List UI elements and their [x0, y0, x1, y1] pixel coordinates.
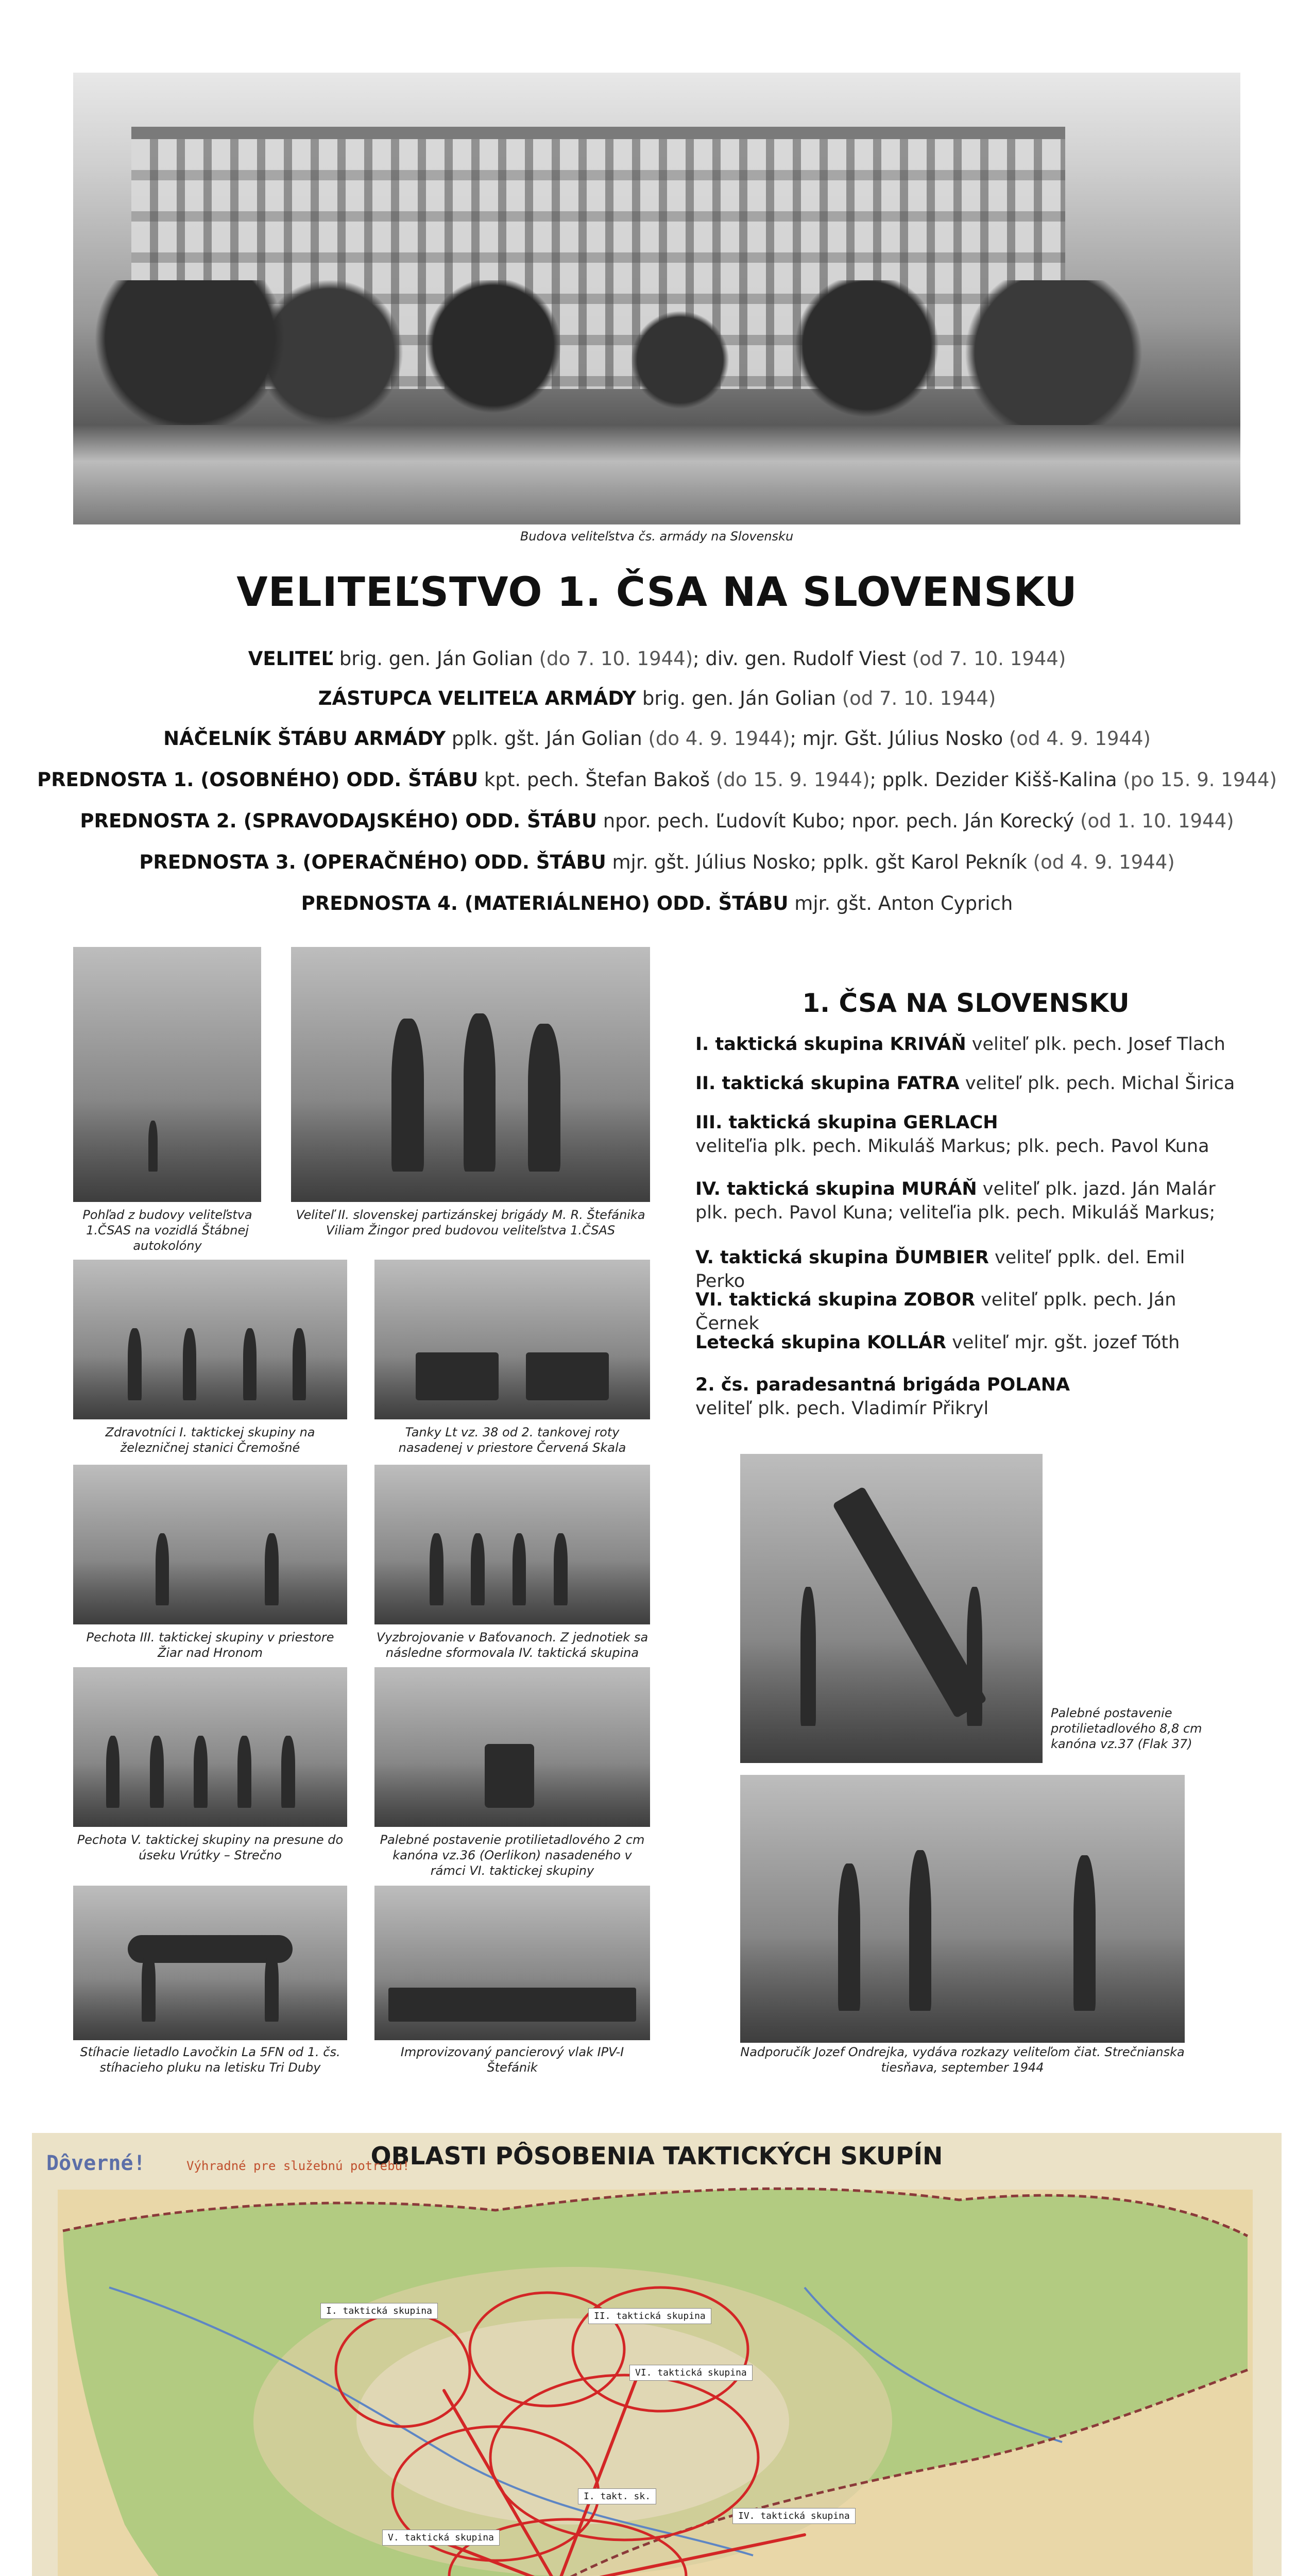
caption-ondrejka: Nadporučík Jozef Ondrejka, vydáva rozkazy veliteľom čiat. Strečnianska tiesňava, september 1944 — [740, 2045, 1185, 2075]
group-polana: 2. čs. paradesantná brigáda POLANA veliteľ plk. pech. Vladimír Přikryl — [695, 1375, 1070, 1419]
group-dumbier: V. taktická skupina ĎUMBIER veliteľ pplk. del. Emil Perko — [695, 1247, 1185, 1292]
map-label-group-4: IV. taktická skupina — [732, 2508, 856, 2524]
photo-flak37 — [740, 1454, 1043, 1763]
photo-medics — [73, 1260, 347, 1419]
caption-street-vehicles: Pohľad z budovy veliteľstva 1.ČSAS na vozidlá Štábnej autokolóny — [82, 1208, 252, 1253]
photo-street-vehicles — [73, 947, 261, 1202]
photo-fighter-plane — [73, 1886, 347, 2040]
photo-tanks — [374, 1260, 650, 1419]
operations-map — [32, 2133, 1282, 2576]
group-krivan: I. taktická skupina KRIVÁŇ veliteľ plk. pech. Josef Tlach — [695, 1034, 1225, 1055]
photo-arming — [374, 1465, 650, 1624]
caption-fighter-plane: Stíhacie lietadlo Lavočkin La 5FN od 1. čs. stíhacieho pluku na letisku Tri Duby — [80, 2045, 340, 2075]
group-gerlach: III. taktická skupina GERLACH veliteľia plk. pech. Mikuláš Markus; plk. pech. Pavol Kuna — [695, 1112, 1209, 1157]
map-stamp: Výhradné pre služebnú potrebu! — [186, 2159, 410, 2173]
caption-medics: Zdravotníci I. taktickej skupiny na železničnej stanici Čremošné — [105, 1425, 315, 1455]
caption-infantry-march: Pechota V. taktickej skupiny na presune do úseku Vrútky – Strečno — [77, 1833, 344, 1862]
map-label-group-2: II. taktická skupina — [588, 2308, 711, 2324]
photo-partisan-commander — [291, 947, 650, 1202]
trees-image — [73, 280, 1240, 425]
staff-line-commander: VELITEĽ brig. gen. Ján Golian (do 7. 10. 1944); div. gen. Rudolf Viest (od 7. 10. 1944) — [248, 648, 1066, 670]
staff-line-deputy: ZÁSTUPCA VELITEĽA ARMÁDY brig. gen. Ján Golian (od 7. 10. 1944) — [318, 687, 996, 709]
map-label-group-6: VI. taktická skupina — [629, 2365, 753, 2381]
caption-armored-train: Improvizovaný pancierový vlak IPV-I Štefánik — [400, 2045, 624, 2075]
photo-infantry-march — [73, 1667, 347, 1827]
photo-infantry-ziar — [73, 1465, 347, 1624]
map-label-group-1: I. taktická skupina — [320, 2303, 438, 2319]
group-zobor: VI. taktická skupina ZOBOR veliteľ pplk. pech. Ján Černek — [695, 1290, 1176, 1334]
page-title: VELITEĽSTVO 1. ČSA NA SLOVENSKU — [236, 569, 1078, 616]
staff-line-dept-3: PREDNOSTA 3. (OPERAČNÉHO) ODD. ŠTÁBU mjr. gšt. Július Nosko; pplk. gšt Karol Pekník (od 4. 9. 1944) — [139, 851, 1175, 873]
map-corner-label: Dôverné! — [46, 2151, 146, 2175]
caption-flak37: Palebné postavenie protilietadlového 8,8 cm kanóna vz.37 (Flak 37) — [1051, 1706, 1202, 1751]
photo-ondrejka — [740, 1775, 1185, 2043]
map-label-group-5: V. taktická skupina — [382, 2530, 500, 2546]
caption-arming: Vyzbrojovanie v Baťovanoch. Z jednotiek sa následne sformovala IV. taktická skupina — [376, 1630, 649, 1660]
group-muran: IV. taktická skupina MURÁŇ veliteľ plk. jazd. Ján Malár plk. pech. Pavol Kuna; veliteľia plk. pech. Mikuláš Markus; — [695, 1179, 1216, 1223]
group-kollar: Letecká skupina KOLLÁR veliteľ mjr. gšt. jozef Tóth — [695, 1332, 1180, 1353]
photo-oerlikon — [374, 1667, 650, 1827]
map-graphic — [32, 2133, 1282, 2576]
map-title: OBLASTI PÔSOBENIA TAKTICKÝCH SKUPÍN — [370, 2142, 943, 2171]
group-fatra: II. taktická skupina FATRA veliteľ plk. pech. Michal Širica — [695, 1073, 1235, 1094]
army-title: 1. ČSA NA SLOVENSKU — [802, 988, 1130, 1018]
photo-armored-train — [374, 1886, 650, 2040]
staff-line-dept-1: PREDNOSTA 1. (OSOBNÉHO) ODD. ŠTÁBU kpt. pech. Štefan Bakoš (do 15. 9. 1944); pplk. Dezider Kišš-Kalina (po 15. 9. 1944) — [37, 769, 1277, 791]
staff-line-dept-4: PREDNOSTA 4. (MATERIÁLNEHO) ODD. ŠTÁBU mjr. gšt. Anton Cyprich — [301, 892, 1013, 914]
caption-infantry-ziar: Pechota III. taktickej skupiny v priestore Žiar nad Hronom — [86, 1630, 334, 1660]
staff-line-dept-2: PREDNOSTA 2. (SPRAVODAJSKÉHO) ODD. ŠTÁBU npor. pech. Ľudovít Kubo; npor. pech. Ján Korecký (od 1. 10. 1944) — [80, 810, 1234, 832]
hero-photo — [73, 73, 1240, 524]
caption-partisan-commander: Veliteľ II. slovenskej partizánskej brigády M. R. Štefánika Viliam Žingor pred budovou veliteľstva 1.ČSAS — [296, 1208, 645, 1238]
staff-line-chief-of-staff: NÁČELNÍK ŠTÁBU ARMÁDY pplk. gšt. Ján Golian (do 4. 9. 1944); mjr. Gšt. Július Nosko (od 4. 9. 1944) — [163, 727, 1151, 750]
caption-oerlikon: Palebné postavenie protilietadlového 2 cm kanóna vz.36 (Oerlikon) nasadeného v rámci VI. taktickej skupiny — [380, 1833, 645, 1878]
caption-tanks: Tanky Lt vz. 38 od 2. tankovej roty nasadenej v priestore Červená Skala — [398, 1425, 626, 1455]
hero-caption: Budova veliteľstva čs. armády na Slovensku — [520, 529, 794, 544]
map-label-group-7: I. takt. sk. — [578, 2488, 656, 2504]
